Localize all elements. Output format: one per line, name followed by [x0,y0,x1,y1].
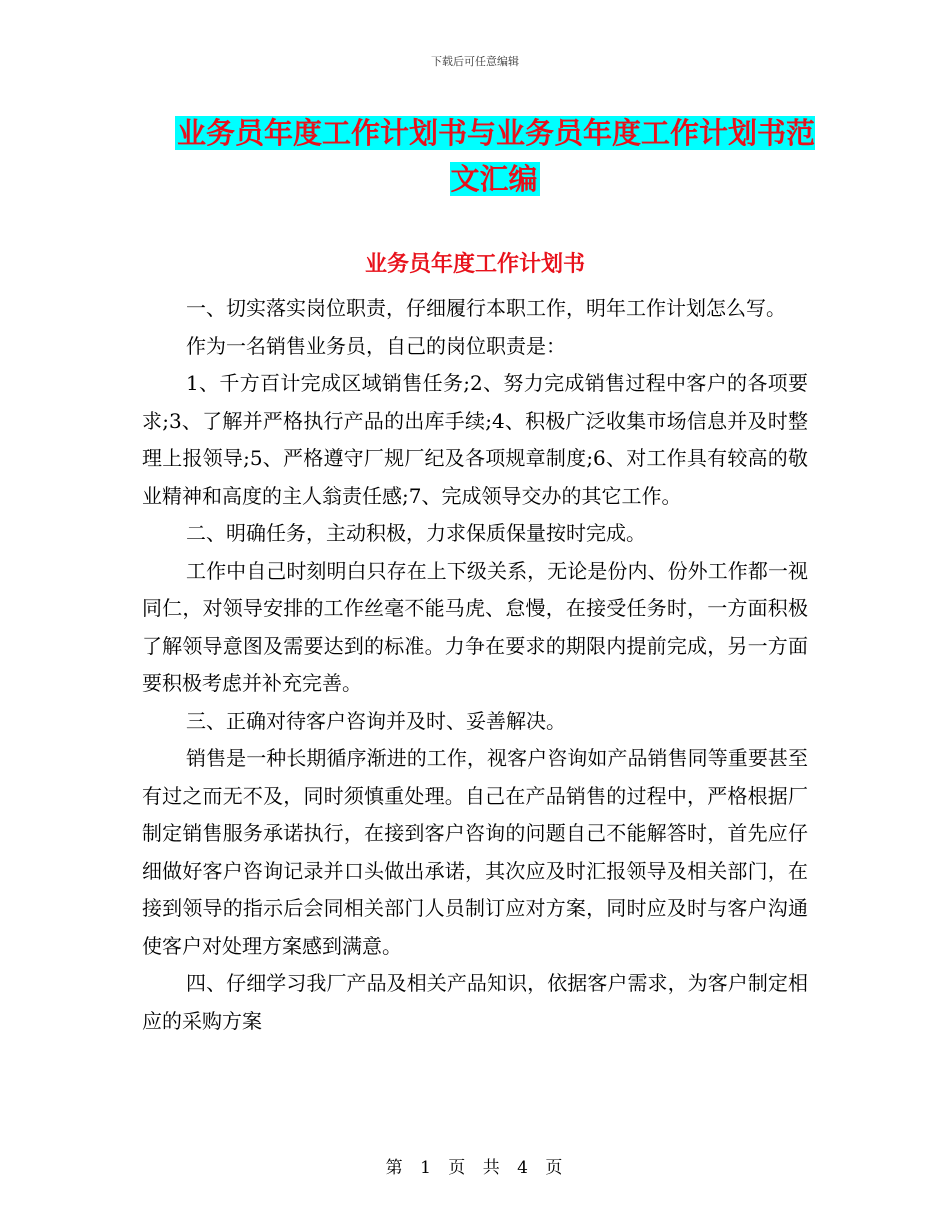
paragraph: 作为一名销售业务员，自己的岗位职责是： [186,333,566,358]
footer-page-suffix: 页 [448,1158,468,1178]
paragraph: 工作中自己时刻明白只存在上下级关系，无论是份内、份外工作都一视同仁，对领导安排的工作丝毫不能马虎、怠慢，在接受任务时，一方面积极了解领导意图及需要达到的标准。力争在要求的期限内提前完成，另一方面要积极考虑并补充完善。 [142,558,808,695]
paragraph: 销售是一种长期循序渐进的工作，视客户咨询如产品销售同等重要甚至有过之而无不及，同时须慎重处理。自己在产品销售的过程中，严格根据厂制定销售服务承诺执行，在接到客户咨询的问题自己不能解答时，首先应仔细做好客户咨询记录并口头做出承诺，其次应及时汇报领导及相关部门，在接到领导的指示后会同相关部门人员制订应对方案，同时应及时与客户沟通使客户对处理方案感到满意。 [142,746,808,958]
page-footer [0,1153,950,1178]
paragraph: 三、正确对待客户咨询并及时、妥善解决。 [186,708,566,733]
footer-prefix: 第 [385,1158,405,1178]
footer-total-prefix: 共 [482,1158,502,1178]
document-title [170,110,820,202]
section-heading: 业务员年度工作计划书 [364,252,585,277]
page-total: 4 [517,1158,530,1178]
header-note: 下载后可任意编辑 [431,55,519,68]
paragraph: 二、明确任务，主动积极，力求保质保量按时完成。 [186,521,646,545]
footer-total-suffix: 页 [545,1158,565,1178]
paragraph: 一、切实落实岗位职责，仔细履行本职工作，明年工作计划怎么写。 [186,296,786,320]
document-title-text: 业务员年度工作计划书与业务员年度工作计划书范文汇编 [176,116,815,196]
paragraph: 1、千方百计完成区域销售任务;2、努力完成销售过程中客户的各项要求;3、了解并严格执行产品的出库手续;4、积极广泛收集市场信息并及时整理上报领导;5、严格遵守厂规厂纪及各项规章制度;6、对工作具有较高的敬业精神和高度的主人翁责任感;7、完成领导交办的其它工作。 [142,371,808,508]
paragraph: 四、仔细学习我厂产品及相关产品知识，依据客户需求，为客户制定相应的采购方案 [142,971,808,1033]
body-text [142,290,808,1040]
page-number: 1 [420,1158,433,1178]
